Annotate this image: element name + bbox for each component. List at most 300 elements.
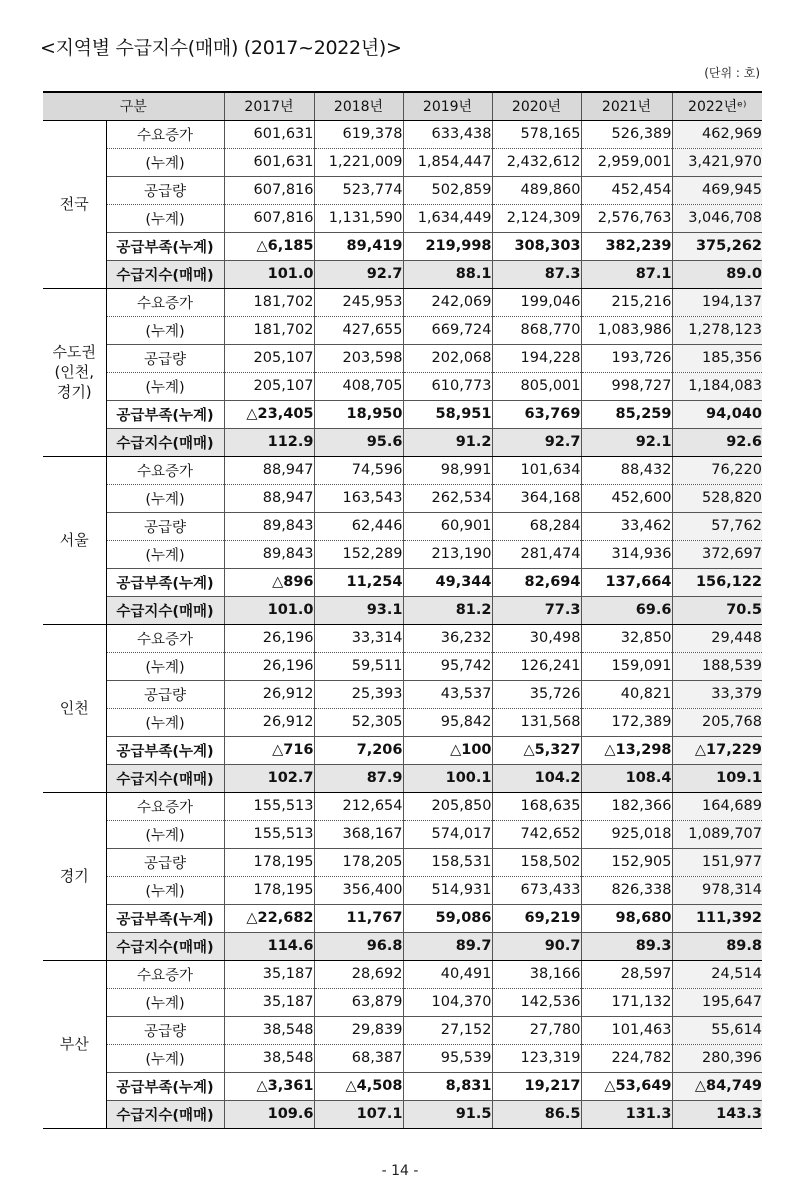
- table-cell: 86.5: [492, 1100, 581, 1128]
- table-cell: 195,647: [672, 988, 762, 1016]
- table-cell: 68,284: [492, 512, 581, 540]
- table-cell: △23,405: [224, 400, 314, 428]
- table-cell: 77.3: [492, 596, 581, 624]
- table-cell: 155,513: [224, 792, 314, 820]
- table-cell: 2,432,612: [492, 148, 581, 176]
- table-cell: 314,936: [581, 540, 672, 568]
- table-cell: 57,762: [672, 512, 762, 540]
- table-cell: 35,187: [224, 960, 314, 988]
- table-row: [43, 652, 762, 680]
- table-cell: 142,536: [492, 988, 581, 1016]
- table-cell: 107.1: [314, 1100, 403, 1128]
- table-cell: 11,254: [314, 568, 403, 596]
- table-row: [43, 512, 762, 540]
- table-cell: 88,947: [224, 456, 314, 484]
- row-label: (누계): [106, 148, 224, 176]
- table-cell: 76,220: [672, 456, 762, 484]
- table-cell: 868,770: [492, 316, 581, 344]
- table-cell: 408,705: [314, 372, 403, 400]
- table-row: [43, 904, 762, 932]
- table-row: [43, 1100, 762, 1128]
- table-cell: 172,389: [581, 708, 672, 736]
- table-cell: 101.0: [224, 260, 314, 288]
- table-row: [43, 736, 762, 764]
- row-label: 수급지수(매매): [106, 932, 224, 960]
- table-cell: 43,537: [403, 680, 492, 708]
- table-row: [43, 960, 762, 988]
- table-cell: 171,132: [581, 988, 672, 1016]
- region-name: 서울: [43, 456, 106, 624]
- table-cell: 92.7: [314, 260, 403, 288]
- table-row: [43, 792, 762, 820]
- table-cell: 188,539: [672, 652, 762, 680]
- table-row: [43, 848, 762, 876]
- table-cell: 95,842: [403, 708, 492, 736]
- table-cell: 101.0: [224, 596, 314, 624]
- row-label: 공급부족(누계): [106, 736, 224, 764]
- row-label: (누계): [106, 372, 224, 400]
- table-cell: 131,568: [492, 708, 581, 736]
- table-cell: 182,366: [581, 792, 672, 820]
- table-cell: △5,327: [492, 736, 581, 764]
- table-cell: 33,379: [672, 680, 762, 708]
- table-cell: 38,548: [224, 1044, 314, 1072]
- table-row: [43, 148, 762, 176]
- table-cell: 91.2: [403, 428, 492, 456]
- row-label: 수요증가: [106, 792, 224, 820]
- row-label: 수급지수(매매): [106, 596, 224, 624]
- table-row: [43, 596, 762, 624]
- table-cell: 356,400: [314, 876, 403, 904]
- table-cell: 368,167: [314, 820, 403, 848]
- header-gubun: 구분: [43, 92, 224, 120]
- table-cell: △53,649: [581, 1072, 672, 1100]
- table-cell: 98,991: [403, 456, 492, 484]
- row-label: (누계): [106, 540, 224, 568]
- table-cell: 109.1: [672, 764, 762, 792]
- table-cell: 578,165: [492, 120, 581, 148]
- row-label: 공급부족(누계): [106, 904, 224, 932]
- table-cell: △84,749: [672, 1072, 762, 1100]
- row-label: 공급량: [106, 512, 224, 540]
- table-cell: 281,474: [492, 540, 581, 568]
- table-cell: 35,726: [492, 680, 581, 708]
- table-cell: 49,344: [403, 568, 492, 596]
- table-cell: 89.0: [672, 260, 762, 288]
- table-cell: 219,998: [403, 232, 492, 260]
- table-cell: 224,782: [581, 1044, 672, 1072]
- table-cell: 87.1: [581, 260, 672, 288]
- table-cell: 1,184,083: [672, 372, 762, 400]
- row-label: 수요증가: [106, 288, 224, 316]
- table-cell: 27,780: [492, 1016, 581, 1044]
- table-cell: 89,843: [224, 512, 314, 540]
- table-cell: 95.6: [314, 428, 403, 456]
- table-cell: 104.2: [492, 764, 581, 792]
- table-cell: 38,166: [492, 960, 581, 988]
- table-cell: 452,600: [581, 484, 672, 512]
- header-year: 2017년: [224, 92, 314, 120]
- table-row: [43, 1044, 762, 1072]
- table-row: [43, 232, 762, 260]
- table-cell: 59,511: [314, 652, 403, 680]
- row-label: 공급량: [106, 176, 224, 204]
- table-row: [43, 624, 762, 652]
- table-cell: 523,774: [314, 176, 403, 204]
- table-row: [43, 176, 762, 204]
- table-cell: 96.8: [314, 932, 403, 960]
- row-label: 수요증가: [106, 624, 224, 652]
- table-cell: 1,278,123: [672, 316, 762, 344]
- table-cell: 3,421,970: [672, 148, 762, 176]
- table-cell: 998,727: [581, 372, 672, 400]
- table-cell: 95,539: [403, 1044, 492, 1072]
- table-cell: 137,664: [581, 568, 672, 596]
- table-cell: 55,614: [672, 1016, 762, 1044]
- table-cell: 205,850: [403, 792, 492, 820]
- region-name: 인천: [43, 624, 106, 792]
- table-cell: △4,508: [314, 1072, 403, 1100]
- table-cell: 199,046: [492, 288, 581, 316]
- table-row: [43, 1072, 762, 1100]
- header-year: 2020년: [492, 92, 581, 120]
- table-cell: 155,513: [224, 820, 314, 848]
- table-cell: 280,396: [672, 1044, 762, 1072]
- table-row: [43, 120, 762, 148]
- table-cell: 7,206: [314, 736, 403, 764]
- table-row: [43, 288, 762, 316]
- table-cell: 526,389: [581, 120, 672, 148]
- table-cell: 8,831: [403, 1072, 492, 1100]
- table-cell: 203,598: [314, 344, 403, 372]
- table-row: [43, 680, 762, 708]
- table-cell: 62,446: [314, 512, 403, 540]
- row-label: 공급부족(누계): [106, 232, 224, 260]
- row-label: (누계): [106, 988, 224, 1016]
- table-cell: 102.7: [224, 764, 314, 792]
- table-cell: 528,820: [672, 484, 762, 512]
- table-cell: 18,950: [314, 400, 403, 428]
- table-cell: 245,953: [314, 288, 403, 316]
- table-cell: 89.8: [672, 932, 762, 960]
- table-cell: 29,839: [314, 1016, 403, 1044]
- table-cell: 92.6: [672, 428, 762, 456]
- row-label: 공급량: [106, 680, 224, 708]
- table-cell: 1,083,986: [581, 316, 672, 344]
- table-cell: 427,655: [314, 316, 403, 344]
- table-cell: 185,356: [672, 344, 762, 372]
- table-cell: 63,879: [314, 988, 403, 1016]
- table-cell: 152,905: [581, 848, 672, 876]
- row-label: 공급부족(누계): [106, 1072, 224, 1100]
- table-row: [43, 428, 762, 456]
- table-cell: 1,131,590: [314, 204, 403, 232]
- table-cell: 98,680: [581, 904, 672, 932]
- table-cell: 81.2: [403, 596, 492, 624]
- table-cell: 26,912: [224, 708, 314, 736]
- table-cell: 95,742: [403, 652, 492, 680]
- table-cell: 1,634,449: [403, 204, 492, 232]
- table-row: [43, 372, 762, 400]
- row-label: 수급지수(매매): [106, 260, 224, 288]
- table-cell: 574,017: [403, 820, 492, 848]
- table-cell: 158,502: [492, 848, 581, 876]
- unit-note: (단위 : 호): [704, 66, 760, 80]
- table-cell: 152,289: [314, 540, 403, 568]
- row-label: 공급량: [106, 1016, 224, 1044]
- table-cell: 101,463: [581, 1016, 672, 1044]
- table-row: [43, 456, 762, 484]
- table-row: [43, 932, 762, 960]
- table-cell: 60,901: [403, 512, 492, 540]
- row-label: 수요증가: [106, 456, 224, 484]
- table-cell: 26,196: [224, 624, 314, 652]
- table-cell: 178,205: [314, 848, 403, 876]
- table-cell: 109.6: [224, 1100, 314, 1128]
- table-cell: 40,821: [581, 680, 672, 708]
- table-cell: △22,682: [224, 904, 314, 932]
- table-cell: 52,305: [314, 708, 403, 736]
- table-cell: 111,392: [672, 904, 762, 932]
- header-year: 2019년: [403, 92, 492, 120]
- table-cell: 112.9: [224, 428, 314, 456]
- table-cell: 131.3: [581, 1100, 672, 1128]
- table-cell: 364,168: [492, 484, 581, 512]
- table-cell: 87.3: [492, 260, 581, 288]
- table-cell: 88.1: [403, 260, 492, 288]
- table-cell: 24,514: [672, 960, 762, 988]
- table-cell: △13,298: [581, 736, 672, 764]
- table-cell: 372,697: [672, 540, 762, 568]
- table-cell: 382,239: [581, 232, 672, 260]
- table-row: [43, 708, 762, 736]
- table-cell: 202,068: [403, 344, 492, 372]
- table-cell: 181,702: [224, 288, 314, 316]
- table-cell: 1,854,447: [403, 148, 492, 176]
- table-cell: △6,185: [224, 232, 314, 260]
- table-cell: 90.7: [492, 932, 581, 960]
- row-label: 수요증가: [106, 960, 224, 988]
- table-cell: △17,229: [672, 736, 762, 764]
- table-cell: 69,219: [492, 904, 581, 932]
- table-row: [43, 820, 762, 848]
- table-cell: 158,531: [403, 848, 492, 876]
- row-label: (누계): [106, 652, 224, 680]
- row-label: 공급량: [106, 344, 224, 372]
- table-cell: 92.7: [492, 428, 581, 456]
- table-cell: 89.3: [581, 932, 672, 960]
- table-cell: △100: [403, 736, 492, 764]
- table-cell: 502,859: [403, 176, 492, 204]
- table-cell: 601,631: [224, 120, 314, 148]
- table-cell: 11,767: [314, 904, 403, 932]
- table-cell: 215,216: [581, 288, 672, 316]
- table-row: [43, 764, 762, 792]
- table-cell: 94,040: [672, 400, 762, 428]
- table-row: [43, 344, 762, 372]
- table-cell: 452,454: [581, 176, 672, 204]
- table-cell: 93.1: [314, 596, 403, 624]
- table-cell: 32,850: [581, 624, 672, 652]
- table-cell: 205,107: [224, 372, 314, 400]
- row-label: (누계): [106, 484, 224, 512]
- table-cell: 805,001: [492, 372, 581, 400]
- table-cell: 601,631: [224, 148, 314, 176]
- table-cell: 308,303: [492, 232, 581, 260]
- table-cell: 2,124,309: [492, 204, 581, 232]
- table-cell: 193,726: [581, 344, 672, 372]
- table-cell: 3,046,708: [672, 204, 762, 232]
- table-cell: 123,319: [492, 1044, 581, 1072]
- table-cell: 2,959,001: [581, 148, 672, 176]
- table-cell: 826,338: [581, 876, 672, 904]
- table-cell: 673,433: [492, 876, 581, 904]
- row-label: 공급부족(누계): [106, 568, 224, 596]
- table-cell: 69.6: [581, 596, 672, 624]
- region-name: 경기: [43, 792, 106, 960]
- table-row: [43, 876, 762, 904]
- table-cell: 978,314: [672, 876, 762, 904]
- table-cell: 212,654: [314, 792, 403, 820]
- table-cell: 181,702: [224, 316, 314, 344]
- table-cell: 19,217: [492, 1072, 581, 1100]
- table-cell: 126,241: [492, 652, 581, 680]
- table-cell: 607,816: [224, 204, 314, 232]
- table-cell: 104,370: [403, 988, 492, 1016]
- table-title: <지역별 수급지수(매매) (2017~2022년)>: [40, 37, 402, 59]
- page-number: - 14 -: [381, 1163, 419, 1179]
- table-cell: 85,259: [581, 400, 672, 428]
- table-cell: 88,947: [224, 484, 314, 512]
- row-label: (누계): [106, 876, 224, 904]
- table-row: [43, 540, 762, 568]
- header-year: 2018년: [314, 92, 403, 120]
- header-year: 2021년: [581, 92, 672, 120]
- table-cell: 489,860: [492, 176, 581, 204]
- table-cell: 2,576,763: [581, 204, 672, 232]
- table-cell: 462,969: [672, 120, 762, 148]
- row-label: 공급부족(누계): [106, 400, 224, 428]
- table-cell: 35,187: [224, 988, 314, 1016]
- table-cell: 26,196: [224, 652, 314, 680]
- table-cell: 742,652: [492, 820, 581, 848]
- table-cell: 38,548: [224, 1016, 314, 1044]
- header-row: [43, 92, 762, 120]
- table-cell: 70.5: [672, 596, 762, 624]
- table-cell: 194,137: [672, 288, 762, 316]
- table-cell: 74,596: [314, 456, 403, 484]
- table-cell: 101,634: [492, 456, 581, 484]
- table-cell: 28,597: [581, 960, 672, 988]
- table-body: [43, 120, 762, 1128]
- table-row: [43, 400, 762, 428]
- row-label: (누계): [106, 1044, 224, 1072]
- table-cell: 633,438: [403, 120, 492, 148]
- table-cell: 89,843: [224, 540, 314, 568]
- table-cell: 82,694: [492, 568, 581, 596]
- table-cell: 63,769: [492, 400, 581, 428]
- table-cell: 143.3: [672, 1100, 762, 1128]
- table-cell: 262,534: [403, 484, 492, 512]
- table-cell: 89,419: [314, 232, 403, 260]
- table-cell: △3,361: [224, 1072, 314, 1100]
- row-label: (누계): [106, 708, 224, 736]
- table-cell: 100.1: [403, 764, 492, 792]
- table-cell: 164,689: [672, 792, 762, 820]
- region-name: 수도권 (인천, 경기): [43, 288, 106, 456]
- table-cell: 36,232: [403, 624, 492, 652]
- table-cell: 178,195: [224, 876, 314, 904]
- table-cell: 168,635: [492, 792, 581, 820]
- table-cell: 610,773: [403, 372, 492, 400]
- table-cell: 88,432: [581, 456, 672, 484]
- row-label: 공급량: [106, 848, 224, 876]
- row-label: 수급지수(매매): [106, 428, 224, 456]
- table-cell: 619,378: [314, 120, 403, 148]
- table-cell: 205,768: [672, 708, 762, 736]
- table-row: [43, 568, 762, 596]
- table-row: [43, 316, 762, 344]
- table-cell: 242,069: [403, 288, 492, 316]
- table-row: [43, 1016, 762, 1044]
- supply-demand-table: [43, 91, 762, 1129]
- table-cell: 156,122: [672, 568, 762, 596]
- region-name: 부산: [43, 960, 106, 1128]
- row-label: 수급지수(매매): [106, 1100, 224, 1128]
- table-cell: 159,091: [581, 652, 672, 680]
- table-cell: 33,314: [314, 624, 403, 652]
- table-cell: 151,977: [672, 848, 762, 876]
- table-cell: 91.5: [403, 1100, 492, 1128]
- table-cell: 108.4: [581, 764, 672, 792]
- row-label: (누계): [106, 204, 224, 232]
- table-cell: 213,190: [403, 540, 492, 568]
- table-cell: 28,692: [314, 960, 403, 988]
- table-cell: 1,089,707: [672, 820, 762, 848]
- header-year: 2022년ᵉ⁾: [672, 92, 762, 120]
- row-label: 수요증가: [106, 120, 224, 148]
- table-cell: 669,724: [403, 316, 492, 344]
- table-cell: 89.7: [403, 932, 492, 960]
- table-cell: 30,498: [492, 624, 581, 652]
- table-cell: 607,816: [224, 176, 314, 204]
- table-cell: 194,228: [492, 344, 581, 372]
- table-cell: 1,221,009: [314, 148, 403, 176]
- table-cell: 925,018: [581, 820, 672, 848]
- region-name: 전국: [43, 120, 106, 288]
- table-cell: 375,262: [672, 232, 762, 260]
- table-cell: 25,393: [314, 680, 403, 708]
- table-cell: 514,931: [403, 876, 492, 904]
- table-cell: 26,912: [224, 680, 314, 708]
- table-cell: 163,543: [314, 484, 403, 512]
- table-cell: 27,152: [403, 1016, 492, 1044]
- table-row: [43, 260, 762, 288]
- table-cell: 40,491: [403, 960, 492, 988]
- table-cell: 87.9: [314, 764, 403, 792]
- table-cell: 33,462: [581, 512, 672, 540]
- table-cell: 68,387: [314, 1044, 403, 1072]
- table-cell: 58,951: [403, 400, 492, 428]
- row-label: (누계): [106, 316, 224, 344]
- table-cell: 205,107: [224, 344, 314, 372]
- table-cell: 29,448: [672, 624, 762, 652]
- table-cell: △716: [224, 736, 314, 764]
- table-row: [43, 204, 762, 232]
- table-cell: △896: [224, 568, 314, 596]
- table-row: [43, 988, 762, 1016]
- row-label: (누계): [106, 820, 224, 848]
